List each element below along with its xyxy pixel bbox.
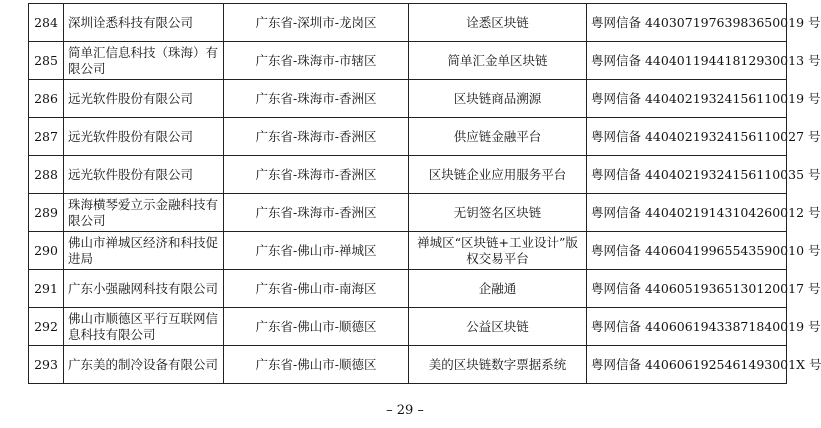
blockchain-filing-table (28, 3, 821, 384)
filing-number: 粤网信备 44040219324156110019 号 (587, 80, 787, 118)
row-number: 290 (29, 232, 64, 270)
company-name: 远光软件股份有限公司 (64, 118, 224, 156)
table-row (29, 194, 787, 232)
company-name: 佛山市顺德区平行互联网信息科技有限公司 (64, 308, 224, 346)
company-name: 远光软件股份有限公司 (64, 156, 224, 194)
region: 广东省-佛山市-顺德区 (224, 346, 409, 384)
service-name: 供应链金融平台 (409, 118, 587, 156)
region: 广东省-佛山市-顺德区 (224, 308, 409, 346)
region: 广东省-珠海市-香洲区 (224, 194, 409, 232)
filing-number: 粤网信备 44040219324156110027 号 (587, 118, 787, 156)
company-name: 珠海横琴爱立示金融科技有限公司 (64, 194, 224, 232)
company-name: 深圳诠悉科技有限公司 (64, 4, 224, 42)
region: 广东省-珠海市-香洲区 (224, 118, 409, 156)
table-row (29, 346, 787, 384)
table-row (29, 4, 787, 42)
row-number: 287 (29, 118, 64, 156)
table-row (29, 156, 787, 194)
filing-number: 粤网信备 44040219143104260012 号 (587, 194, 787, 232)
row-number: 284 (29, 4, 64, 42)
table-row (29, 80, 787, 118)
region: 广东省-佛山市-禅城区 (224, 232, 409, 270)
company-name: 简单汇信息科技（珠海）有限公司 (64, 42, 224, 80)
row-number: 292 (29, 308, 64, 346)
service-name: 诠悉区块链 (409, 4, 587, 42)
row-number: 293 (29, 346, 64, 384)
company-name: 广东小强融网科技有限公司 (64, 270, 224, 308)
page-number: – 29 – (386, 403, 424, 418)
filing-number: 粤网信备 44040219324156110035 号 (587, 156, 787, 194)
region: 广东省-珠海市-香洲区 (224, 156, 409, 194)
filing-number: 粤网信备 44060619433871840019 号 (587, 308, 787, 346)
region: 广东省-深圳市-龙岗区 (224, 4, 409, 42)
filing-number: 粤网信备 4406061925461493001X 号 (587, 346, 787, 384)
table-row (29, 118, 787, 156)
company-name: 远光软件股份有限公司 (64, 80, 224, 118)
filing-number: 粤网信备 44060519365130120017 号 (587, 270, 787, 308)
service-name: 区块链商品溯源 (409, 80, 587, 118)
service-name: 公益区块链 (409, 308, 587, 346)
row-number: 291 (29, 270, 64, 308)
region: 广东省-珠海市-香洲区 (224, 80, 409, 118)
row-number: 286 (29, 80, 64, 118)
service-name: 无钥签名区块链 (409, 194, 587, 232)
service-name: 简单汇金单区块链 (409, 42, 587, 80)
service-name: 区块链企业应用服务平台 (409, 156, 587, 194)
filing-number: 粤网信备 44030719763983650019 号 (587, 4, 787, 42)
table-row (29, 232, 787, 270)
row-number: 288 (29, 156, 64, 194)
region: 广东省-珠海市-市辖区 (224, 42, 409, 80)
filing-number: 粤网信备 44040119441812930013 号 (587, 42, 787, 80)
service-name: 美的区块链数字票据系统 (409, 346, 587, 384)
company-name: 佛山市禅城区经济和科技促进局 (64, 232, 224, 270)
company-name: 广东美的制冷设备有限公司 (64, 346, 224, 384)
table-row (29, 308, 787, 346)
row-number: 289 (29, 194, 64, 232)
table-row (29, 270, 787, 308)
service-name: 企融通 (409, 270, 587, 308)
filing-number: 粤网信备 44060419965543590010 号 (587, 232, 787, 270)
service-name: 禅城区“区块链+工业设计”版权交易平台 (409, 232, 587, 270)
region: 广东省-佛山市-南海区 (224, 270, 409, 308)
table-row (29, 42, 787, 80)
row-number: 285 (29, 42, 64, 80)
